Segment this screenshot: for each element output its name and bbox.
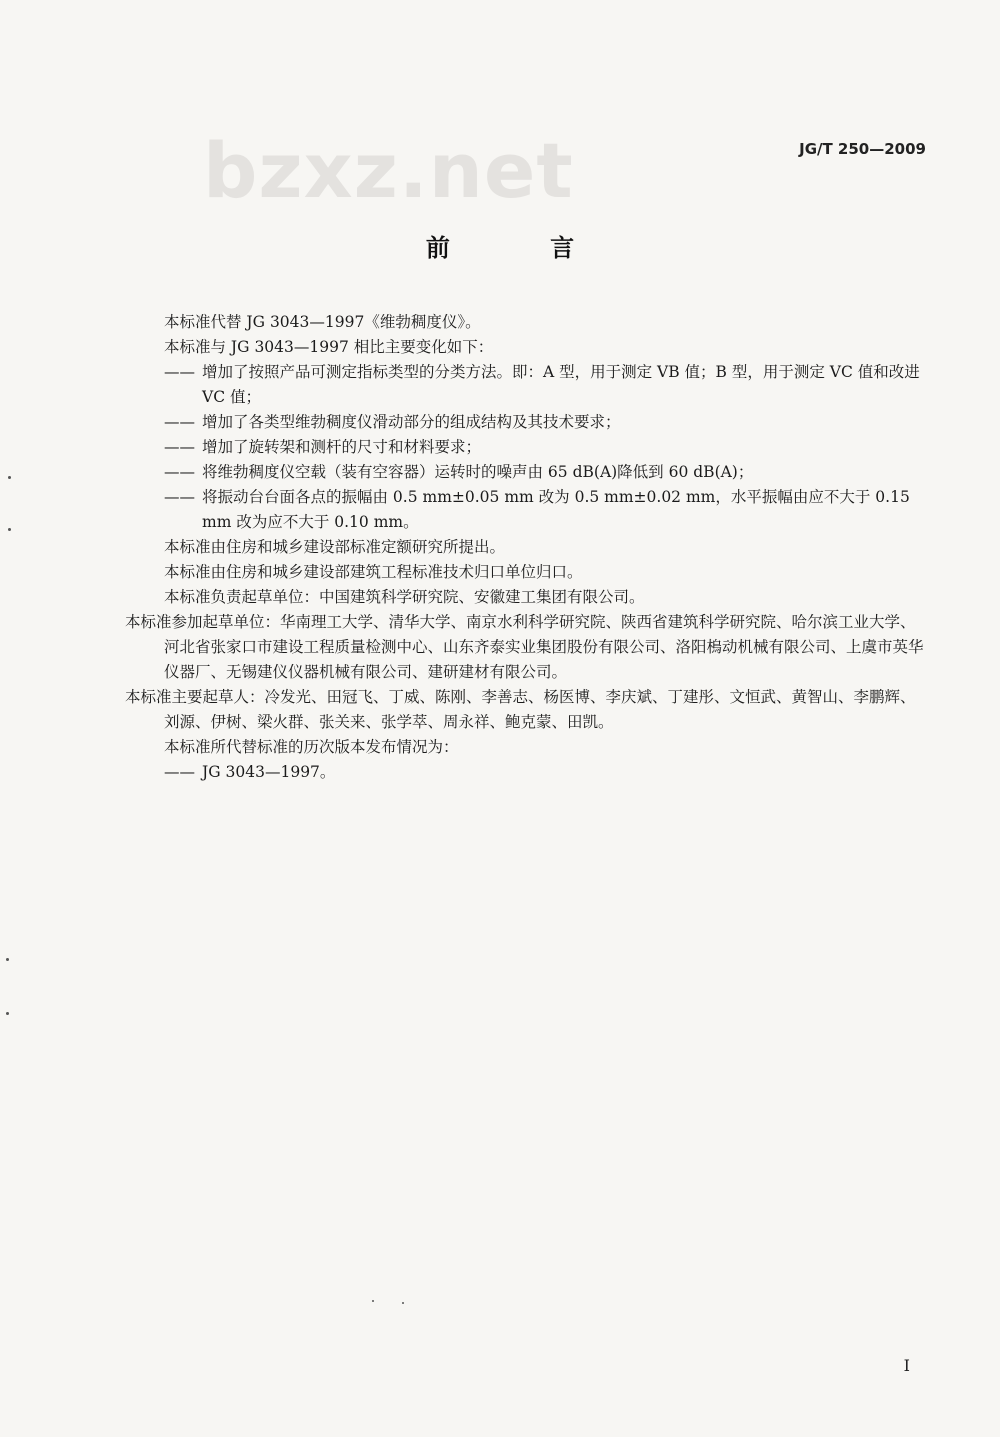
dash-mark: —— <box>164 363 195 381</box>
paragraph-changes-intro: 本标准与 JG 3043—1997 相比主要变化如下： <box>164 338 494 356</box>
page-title: 前 言 <box>425 234 621 262</box>
change-item-text: 将维勃稠度仪空载（装有空容器）运转时的噪声由 65 dB(A)降低到 60 dB(A)； <box>202 463 754 481</box>
page-number: I <box>903 1356 910 1375</box>
dash-mark: —— <box>164 488 195 506</box>
paragraph-administrator: 本标准由住房和城乡建设部建筑工程标准技术归口单位归口。 <box>164 563 583 581</box>
paragraph-replaces: 本标准代替 JG 3043—1997《维勃稠度仪》。 <box>164 313 481 331</box>
dash-mark: —— <box>164 438 195 456</box>
dash-mark: —— <box>164 463 195 481</box>
change-item-text: 将振动台台面各点的振幅由 0.5 mm±0.05 mm 改为 0.5 mm±0.02 mm，水平振幅由应不大于 0.15 mm 改为应不大于 0.10 mm。 <box>202 488 910 531</box>
scan-speck <box>8 476 11 479</box>
paragraph-drafters: 本标准主要起草人：冷发光、田冠飞、丁威、陈刚、李善志、杨医博、李庆斌、丁建彤、文恒武、黄智山、李鹏辉、刘源、伊树、梁火群、张关来、张学萃、周永祥、鲍克蒙、田凯。 <box>125 688 916 731</box>
scan-speck <box>8 528 11 531</box>
change-item-text: 增加了各类型维勃稠度仪滑动部分的组成结构及其技术要求； <box>202 413 621 431</box>
scan-speck <box>6 958 9 961</box>
paragraph-history-intro: 本标准所代替标准的历次版本发布情况为： <box>164 738 459 756</box>
change-item-text: 增加了旋转架和测杆的尺寸和材料要求； <box>202 438 482 456</box>
scan-speck <box>402 1302 404 1304</box>
paragraph-drafting-units: 本标准负责起草单位：中国建筑科学研究院、安徽建工集团有限公司。 <box>164 588 645 606</box>
change-item <box>164 460 928 485</box>
paragraph-participating-units: 本标准参加起草单位：华南理工大学、清华大学、南京水利科学研究院、陕西省建筑科学研究院、哈尔滨工业大学、河北省张家口市建设工程质量检测中心、山东齐泰实业集团股份有限公司、洛阳㮧动机械有限公司、上虞市英华仪器厂、无锡建仪仪器机械有限公司、建研建材有限公司。 <box>125 613 924 681</box>
standard-code: JG/T 250—2009 <box>799 140 926 158</box>
preface-body <box>125 310 928 785</box>
paragraph-proposer: 本标准由住房和城乡建设部标准定额研究所提出。 <box>164 538 506 556</box>
dash-mark: —— <box>164 763 195 781</box>
change-item <box>164 485 928 535</box>
dash-mark: —— <box>164 413 195 431</box>
scan-speck <box>6 1012 9 1015</box>
change-item <box>164 360 928 410</box>
history-item-text: JG 3043—1997。 <box>202 763 336 781</box>
history-item <box>164 760 928 785</box>
watermark: bzxz.net <box>203 126 574 215</box>
change-item <box>164 410 928 435</box>
change-item-text: 增加了按照产品可测定指标类型的分类方法。即：A 型，用于测定 VB 值；B 型，用于测定 VC 值和改进 VC 值； <box>202 363 920 406</box>
change-item <box>164 435 928 460</box>
scan-speck <box>372 1300 374 1302</box>
